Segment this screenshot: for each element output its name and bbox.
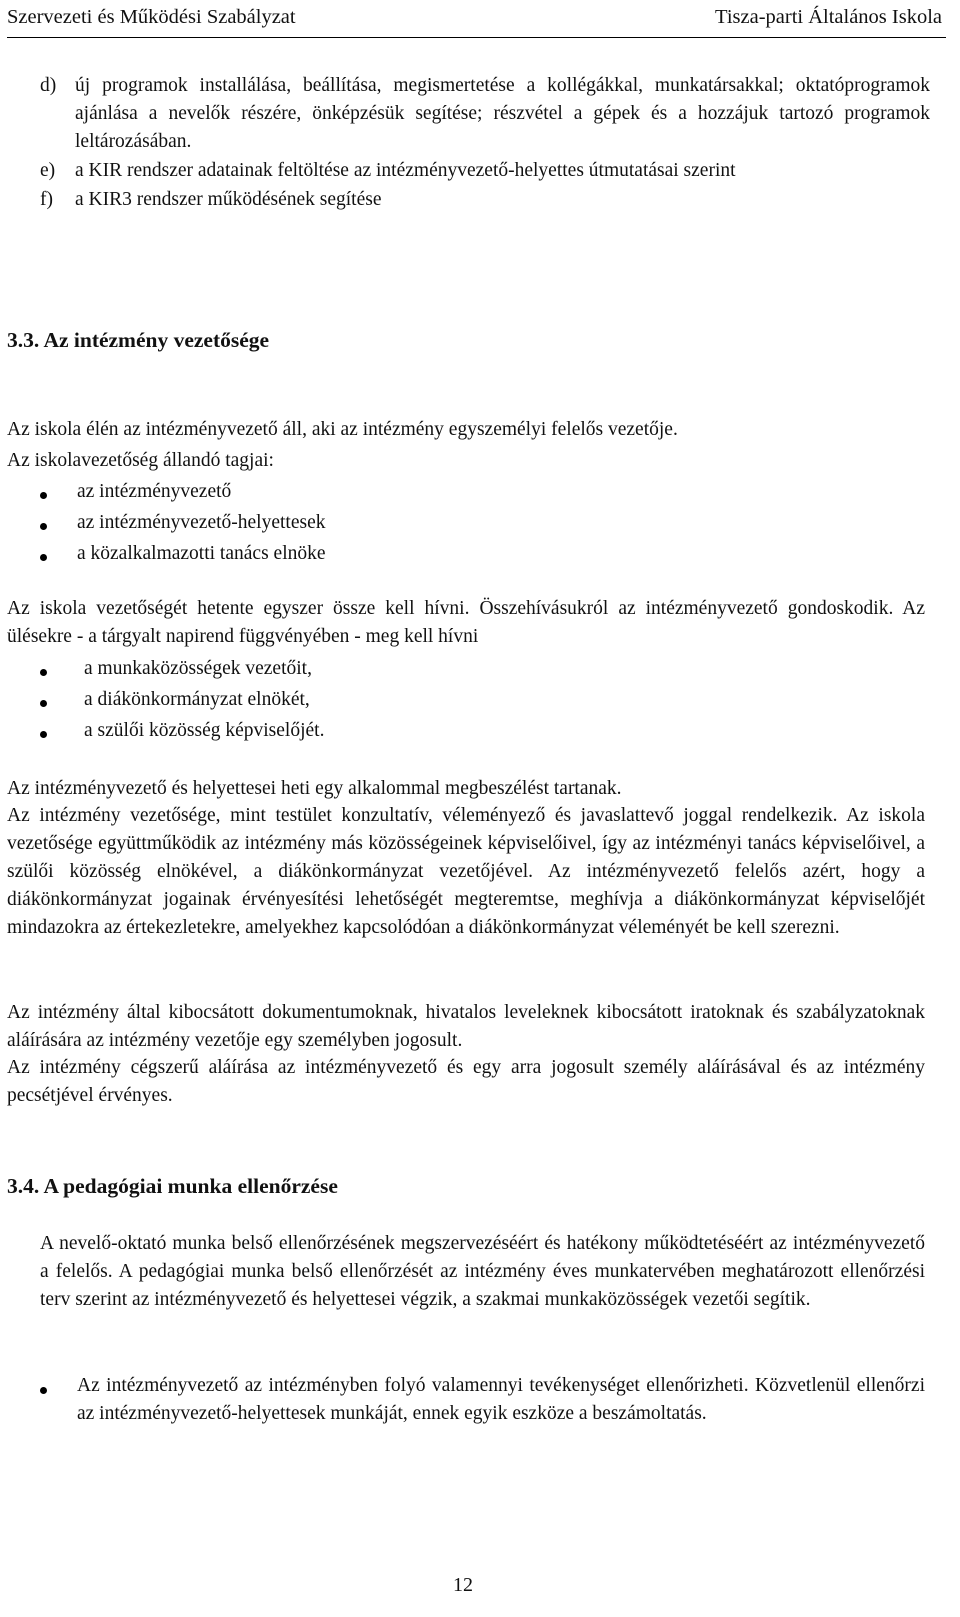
list-item: az intézményvezető: [77, 481, 232, 502]
page-header: [0, 0, 960, 40]
paragraph: Az intézmény vezetősége, mint testület konzultatív, véleményező és javaslattevő joggal rendelkezik. Az iskola vezetősége együttműködik az intézmény más közösségeinek képviselőivel, így az intézményi tanács képviselőivel, a szülői közösség elnökével, a diákönkormányzat vezetőjével. Az intézményvezető felelős azért, hogy a diákönkormányzat jogainak érvényesítési lehetőségét megteremtse, meghívja a diákönkormányzat képviselőjét mindazokra az értekezletekre, amelyekhez kapcsolódóan a diákönkormányzat véleményét be kell szerezni.: [7, 805, 925, 938]
paragraph: Az intézmény által kibocsátott dokumentumoknak, hivatalos leveleknek kibocsátott iratoknak és szabályzatoknak aláírására az intézmény vezetője egy személyben jogosult.: [7, 1002, 925, 1051]
list-label: f): [40, 189, 53, 210]
page-number: 12: [453, 1574, 473, 1596]
paragraph: Az intézmény cégszerű aláírása az intézményvezető és egy arra jogosult személy aláírásával és az intézmény pecsétjével érvényes.: [7, 1057, 925, 1106]
bullet-dot: [40, 1387, 47, 1394]
list-item-f: [40, 186, 930, 214]
school-name: Tisza-parti Általános Iskola: [715, 6, 942, 28]
list-label: e): [40, 160, 56, 181]
list-text: új programok installálása, beállítása, megismertetése a kollégákkal, munkatársakkal; oktatóprogramok ajánlása a nevelők részére, önképzésük segítése; részvétel a gépek és a hozzájuk tartozó programok leltározásában.: [75, 75, 930, 152]
paragraph: Az intézményvezető és helyettesei heti egy alkalommal megbeszélést tartanak.: [7, 778, 622, 799]
bullet-dot: [40, 492, 47, 499]
bullet-dot: [40, 731, 47, 738]
list-item: Az intézményvezető az intézményben folyó valamennyi tevékenységet ellenőrizheti. Közvetlenül ellenőrzi az intézményvezető-helyettesek munkáját, ennek egyik eszköze a beszámoltatás.: [77, 1375, 925, 1424]
paragraph: A nevelő-oktató munka belső ellenőrzésének megszervezéséért és hatékony működtetéséért az intézményvezető a felelős. A pedagógiai munka belső ellenőrzését az intézmény éves munkatervében meghatározott ellenőrzési terv szerint az intézményvezető és helyettesei végzik, a szakmai munkaközösségek vezetői segítik.: [40, 1233, 925, 1310]
list-item: a szülői közösség képviselőjét.: [84, 720, 325, 741]
paragraph: Az iskolavezetőség állandó tagjai:: [7, 450, 274, 471]
list-item: az intézményvezető-helyettesek: [77, 512, 326, 533]
paragraph: Az iskola élén az intézményvezető áll, aki az intézmény egyszemélyi felelős vezetője.: [7, 419, 678, 440]
list-item: a munkaközösségek vezetőit,: [84, 658, 312, 679]
section-heading-3-3: 3.3. Az intézmény vezetősége: [7, 328, 270, 352]
paragraph: Az iskola vezetőségét hetente egyszer össze kell hívni. Összehívásukról az intézményvezető gondoskodik. Az ülésekre - a tárgyalt napirend függvényében - meg kell hívni: [7, 598, 925, 647]
bullet-dot: [40, 554, 47, 561]
list-item-e: [40, 157, 930, 185]
bullet-dot: [40, 669, 47, 676]
bullet-dot: [40, 700, 47, 707]
section-heading-3-4: 3.4. A pedagógiai munka ellenőrzése: [7, 1174, 338, 1198]
header-divider: [7, 37, 946, 38]
list-item: a diákönkormányzat elnökét,: [84, 689, 310, 710]
list-label: d): [40, 75, 57, 96]
bullet-dot: [40, 523, 47, 530]
list-item: a közalkalmazotti tanács elnöke: [77, 543, 326, 564]
document-title: Szervezeti és Működési Szabályzat: [7, 6, 296, 28]
list-text: a KIR3 rendszer működésének segítése: [75, 189, 382, 210]
list-item-d: [40, 72, 930, 156]
list-text: a KIR rendszer adatainak feltöltése az intézményvezető-helyettes útmutatásai szerint: [75, 160, 736, 181]
